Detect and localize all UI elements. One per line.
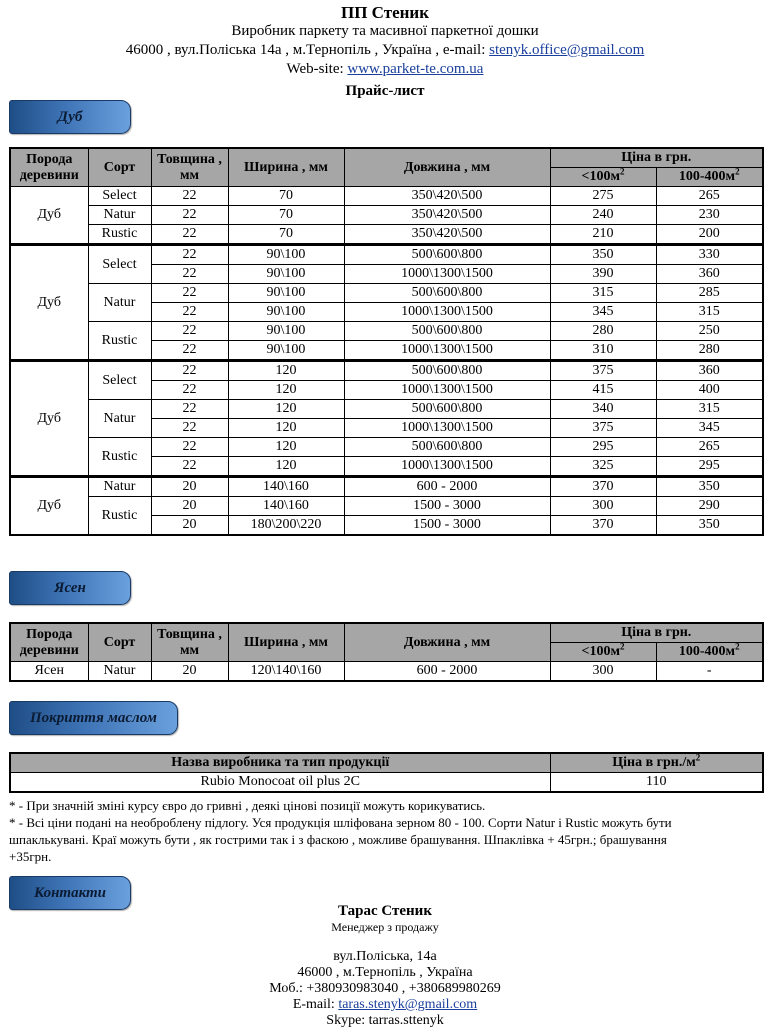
contact-city: 46000 , м.Тернопіль , Україна [297, 965, 473, 980]
grade-cell: Rustic [88, 438, 151, 477]
width-cell: 120 [228, 381, 344, 400]
grade-cell: Natur [88, 662, 151, 682]
grade-cell: Select [88, 245, 151, 284]
width-cell: 90\100 [228, 245, 344, 265]
grade-cell: Rustic [88, 322, 151, 361]
price-small-cell: 375 [550, 361, 656, 381]
length-cell: 500\600\800 [344, 361, 550, 381]
species-cell: Дуб [10, 245, 88, 361]
ash-price-table [9, 622, 764, 682]
table-row [10, 477, 763, 497]
price-small-cell: 315 [550, 284, 656, 303]
price-large-cell: 265 [656, 187, 763, 206]
species-cell: Дуб [10, 477, 88, 536]
company-email-link[interactable]: stenyk.office@gmail.com [489, 42, 645, 58]
length-cell: 600 - 2000 [344, 477, 550, 497]
thickness-cell: 22 [151, 206, 228, 225]
col-thickness: Товщина , мм [151, 623, 228, 662]
col-species: Порода деревини [10, 623, 88, 662]
col-grade: Сорт [88, 623, 151, 662]
length-cell: 350\420\500 [344, 187, 550, 206]
oak-price-table [9, 147, 764, 536]
width-cell: 90\100 [228, 265, 344, 284]
price-small-cell: 390 [550, 265, 656, 284]
species-cell: Ясен [10, 662, 88, 682]
price-cell: 110 [550, 773, 763, 793]
length-cell: 1000\1300\1500 [344, 303, 550, 322]
thickness-cell: 22 [151, 361, 228, 381]
length-cell: 1000\1300\1500 [344, 381, 550, 400]
table-row [10, 187, 763, 206]
col-price: Ціна в грн. [550, 623, 763, 643]
width-cell: 120 [228, 361, 344, 381]
note-item: * - При значній зміні курсу євро до гривні , деякі цінові позиції можуть корикуватись. [9, 798, 486, 813]
length-cell: 1000\1300\1500 [344, 457, 550, 477]
price-small-cell: 370 [550, 477, 656, 497]
thickness-cell: 22 [151, 303, 228, 322]
price-small-cell: 370 [550, 516, 656, 536]
thickness-cell: 22 [151, 265, 228, 284]
length-cell: 1000\1300\1500 [344, 419, 550, 438]
oil-price-table [9, 752, 764, 793]
price-large-cell: 265 [656, 438, 763, 457]
length-cell: 500\600\800 [344, 400, 550, 419]
width-cell: 140\160 [228, 497, 344, 516]
price-large-cell: 285 [656, 284, 763, 303]
price-large-cell: 315 [656, 400, 763, 419]
width-cell: 70 [228, 206, 344, 225]
price-large-cell: 350 [656, 516, 763, 536]
section-oak-button[interactable]: Дуб [9, 100, 131, 134]
table-row [10, 284, 763, 303]
price-list-title: Прайс-лист [345, 83, 425, 99]
thickness-cell: 22 [151, 381, 228, 400]
species-cell: Дуб [10, 361, 88, 477]
contact-name: Тарас Стеник [338, 903, 432, 919]
price-large-cell: 360 [656, 361, 763, 381]
section-contacts-button[interactable]: Контакти [9, 876, 131, 910]
price-small-cell: 340 [550, 400, 656, 419]
price-large-cell: 200 [656, 225, 763, 245]
company-subtitle: Виробник паркету та масивної паркетної дошки [231, 23, 539, 39]
width-cell: 90\100 [228, 341, 344, 361]
price-small-cell: 345 [550, 303, 656, 322]
length-cell: 600 - 2000 [344, 662, 550, 682]
col-length: Довжина , мм [344, 148, 550, 187]
price-small-cell: 240 [550, 206, 656, 225]
company-address [0, 41, 770, 60]
price-large-cell: 290 [656, 497, 763, 516]
width-cell: 120 [228, 457, 344, 477]
length-cell: 350\420\500 [344, 206, 550, 225]
grade-cell: Rustic [88, 225, 151, 245]
col-thickness: Товщина , мм [151, 148, 228, 187]
price-small-cell: 280 [550, 322, 656, 341]
document-header [0, 0, 770, 79]
address-text: 46000 , вул.Поліська 14а , м.Тернопіль , Україна , e-mail: [125, 42, 490, 58]
length-cell: 500\600\800 [344, 322, 550, 341]
contact-skype: Skype: tarras.sttenyk [326, 1013, 444, 1028]
price-small-cell: 210 [550, 225, 656, 245]
thickness-cell: 22 [151, 419, 228, 438]
length-cell: 500\600\800 [344, 284, 550, 303]
note-item: * - Всі ціни подані на необроблену підлогу. Уся продукція шліфована зерном 80 - 100. Сорти Natur і Rustic можуть бути шпаклькувані. Краї можуть бути , як гострими так і з фаскою , можливе брашування. Шпаклівка + 45грн.; брашування +35грн. [9, 815, 672, 864]
width-cell: 120 [228, 438, 344, 457]
length-cell: 500\600\800 [344, 438, 550, 457]
price-small-cell: 300 [550, 497, 656, 516]
section-ash-button[interactable]: Ясен [9, 571, 131, 605]
width-cell: 90\100 [228, 322, 344, 341]
notes [9, 797, 709, 865]
table-row [10, 206, 763, 225]
table-row [10, 438, 763, 457]
contact-street: вул.Поліська, 14а [333, 949, 437, 964]
price-small-cell: 295 [550, 438, 656, 457]
price-small-cell: 375 [550, 419, 656, 438]
thickness-cell: 20 [151, 662, 228, 682]
length-cell: 1000\1300\1500 [344, 341, 550, 361]
width-cell: 70 [228, 225, 344, 245]
grade-cell: Rustic [88, 497, 151, 536]
thickness-cell: 22 [151, 187, 228, 206]
contact-phones: Моб.: +380930983040 , +380689980269 [269, 981, 501, 996]
col-price-large: $100-400м^2$ [656, 168, 763, 187]
product-cell: Rubio Monocoat oil plus 2C [10, 773, 550, 793]
table-row [10, 225, 763, 245]
col-width: Ширина , мм [228, 623, 344, 662]
price-large-cell: 330 [656, 245, 763, 265]
col-length: Довжина , мм [344, 623, 550, 662]
price-large-cell: 295 [656, 457, 763, 477]
website-link[interactable]: www.parket-te.com.ua [347, 61, 484, 77]
table-row [10, 322, 763, 341]
company-name: ПП Стеник [340, 3, 430, 22]
price-small-cell: 350 [550, 245, 656, 265]
length-cell: 500\600\800 [344, 245, 550, 265]
col-price-small: $<100м^2$ [550, 168, 656, 187]
grade-cell: Select [88, 361, 151, 400]
thickness-cell: 20 [151, 497, 228, 516]
width-cell: 90\100 [228, 284, 344, 303]
grade-cell: Natur [88, 400, 151, 438]
thickness-cell: 22 [151, 400, 228, 419]
thickness-cell: 22 [151, 245, 228, 265]
price-small-cell: 415 [550, 381, 656, 400]
width-cell: 70 [228, 187, 344, 206]
price-large-cell: 345 [656, 419, 763, 438]
length-cell: 1500 - 3000 [344, 497, 550, 516]
thickness-cell: 22 [151, 225, 228, 245]
width-cell: 120 [228, 419, 344, 438]
price-large-cell: 230 [656, 206, 763, 225]
contacts-block [0, 903, 770, 1029]
width-cell: 180\200\220 [228, 516, 344, 536]
width-cell: 120 [228, 400, 344, 419]
width-cell: 90\100 [228, 303, 344, 322]
table-row [10, 662, 763, 682]
price-small-cell: 275 [550, 187, 656, 206]
price-large-cell: 360 [656, 265, 763, 284]
species-cell: Дуб [10, 187, 88, 245]
length-cell: 350\420\500 [344, 225, 550, 245]
thickness-cell: 22 [151, 284, 228, 303]
col-width: Ширина , мм [228, 148, 344, 187]
grade-cell: Select [88, 187, 151, 206]
col-price: Ціна в грн. [550, 148, 763, 168]
price-small-cell: 310 [550, 341, 656, 361]
length-cell: 1000\1300\1500 [344, 265, 550, 284]
website-label: Web-site: [286, 61, 348, 77]
price-large-cell: 400 [656, 381, 763, 400]
thickness-cell: 20 [151, 516, 228, 536]
table-row [10, 497, 763, 516]
price-large-cell: 315 [656, 303, 763, 322]
width-cell: 120\140\160 [228, 662, 344, 682]
col-price-per-m2: Ціна в $грн./м^2$ [550, 753, 763, 773]
section-oil-button[interactable]: Покриття маслом [9, 701, 178, 735]
price-large-cell: 250 [656, 322, 763, 341]
contact-email-link[interactable]: taras.stenyk@gmail.com [338, 997, 478, 1012]
price-small-cell: 325 [550, 457, 656, 477]
grade-cell: Natur [88, 206, 151, 225]
col-grade: Сорт [88, 148, 151, 187]
width-cell: 140\160 [228, 477, 344, 497]
thickness-cell: 22 [151, 438, 228, 457]
table-row [10, 361, 763, 381]
thickness-cell: 22 [151, 341, 228, 361]
table-row [10, 245, 763, 265]
thickness-cell: 22 [151, 457, 228, 477]
col-price-small: $<100м^2$ [550, 643, 656, 662]
grade-cell: Natur [88, 284, 151, 322]
table-row [10, 773, 763, 793]
price-large-cell: - [656, 662, 763, 682]
price-small-cell: 300 [550, 662, 656, 682]
oak-table-body [10, 187, 763, 536]
price-large-cell: 350 [656, 477, 763, 497]
thickness-cell: 20 [151, 477, 228, 497]
col-price-large: $100-400м^2$ [656, 643, 763, 662]
contact-role: Менеджер з продажу [331, 920, 439, 934]
price-large-cell: 280 [656, 341, 763, 361]
contact-email: E-mail: taras.stenyk@gmail.com [292, 997, 478, 1012]
length-cell: 1500 - 3000 [344, 516, 550, 536]
col-species: Порода деревини [10, 148, 88, 187]
table-row [10, 400, 763, 419]
col-product-name: Назва виробника та тип продукції [10, 753, 550, 773]
grade-cell: Natur [88, 477, 151, 497]
company-website [0, 60, 770, 79]
thickness-cell: 22 [151, 322, 228, 341]
